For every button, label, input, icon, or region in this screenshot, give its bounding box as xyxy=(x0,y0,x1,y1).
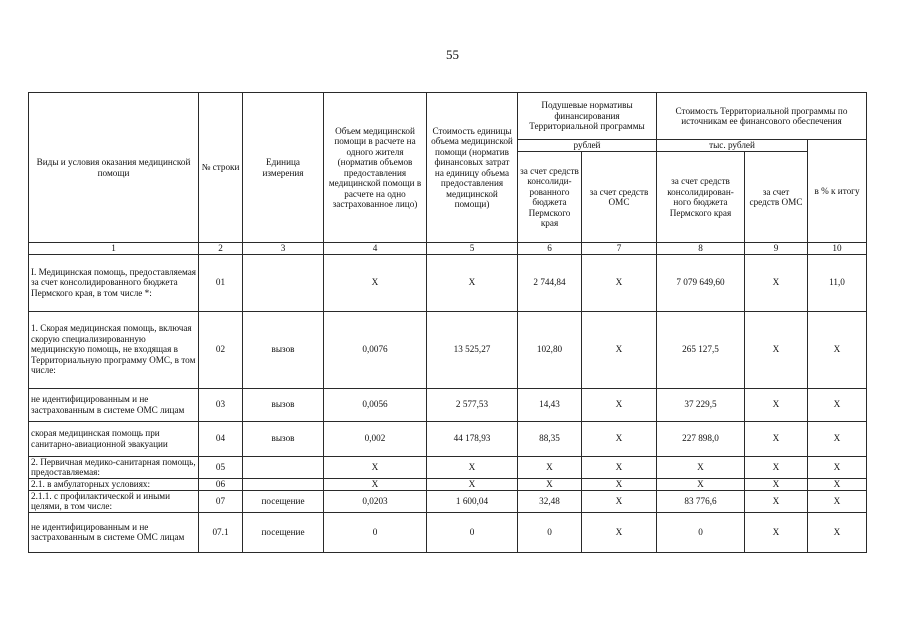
financing-table xyxy=(28,92,867,553)
row-per-capita-oms: X xyxy=(582,254,657,311)
header-program-cost-group: Стоимость Территориальной программы по источникам ее финансового обеспечения xyxy=(657,93,867,140)
row-unit xyxy=(243,456,324,478)
row-unit-cost: 1 600,04 xyxy=(427,490,518,512)
table-row xyxy=(29,456,867,478)
row-per-capita-budget: 2 744,84 xyxy=(518,254,582,311)
header-cost-oms: за счет средств ОМС xyxy=(745,152,808,243)
row-volume: X xyxy=(324,456,427,478)
row-line-number: 02 xyxy=(199,311,243,388)
row-name: I. Медицинская помощь, предоставляемая за счет консолидированного бюджета Пермского края, в том числе *: xyxy=(29,254,199,311)
header-per-capita-budget: за счет средств консолиди-рованного бюджета Пермского края xyxy=(518,152,582,243)
column-number: 3 xyxy=(243,243,324,255)
row-volume: 0 xyxy=(324,512,427,552)
page-number: 55 xyxy=(446,47,459,62)
row-line-number: 06 xyxy=(199,478,243,490)
table-row xyxy=(29,388,867,421)
row-name: не идентифицированным и не застрахованным в системе ОМС лицам xyxy=(29,512,199,552)
column-number: 1 xyxy=(29,243,199,255)
row-cost-oms: X xyxy=(745,456,808,478)
row-name: скорая медицинская помощь при санитарно-авиационной эвакуации xyxy=(29,421,199,456)
row-cost-oms: X xyxy=(745,421,808,456)
row-name: 2.1.1. с профилактической и иными целями, в том числе: xyxy=(29,490,199,512)
table-row xyxy=(29,311,867,388)
table-row xyxy=(29,478,867,490)
row-line-number: 04 xyxy=(199,421,243,456)
row-unit-cost: 13 525,27 xyxy=(427,311,518,388)
row-per-capita-budget: 14,43 xyxy=(518,388,582,421)
row-cost-budget: 227 898,0 xyxy=(657,421,745,456)
table-row xyxy=(29,512,867,552)
row-cost-budget: X xyxy=(657,478,745,490)
row-per-capita-oms: X xyxy=(582,456,657,478)
row-cost-budget: 265 127,5 xyxy=(657,311,745,388)
row-cost-oms: X xyxy=(745,490,808,512)
row-line-number: 07 xyxy=(199,490,243,512)
row-per-capita-oms: X xyxy=(582,512,657,552)
row-percent: X xyxy=(808,478,867,490)
row-unit: вызов xyxy=(243,311,324,388)
row-unit-cost: 2 577,53 xyxy=(427,388,518,421)
row-per-capita-oms: X xyxy=(582,478,657,490)
row-name: 1. Скорая медицинская помощь, включая скорую специализированную медицинскую помощь, не входящая в Территориальную программу ОМС, в том числе: xyxy=(29,311,199,388)
row-cost-oms: X xyxy=(745,478,808,490)
row-per-capita-oms: X xyxy=(582,311,657,388)
column-number: 9 xyxy=(745,243,808,255)
header-row xyxy=(29,93,867,140)
row-unit-cost: 44 178,93 xyxy=(427,421,518,456)
row-cost-budget: 0 xyxy=(657,512,745,552)
row-volume: 0,002 xyxy=(324,421,427,456)
header-line-number: № строки xyxy=(199,93,243,243)
row-unit-cost: 0 xyxy=(427,512,518,552)
row-cost-budget: X xyxy=(657,456,745,478)
table-row xyxy=(29,421,867,456)
header-kinds: Виды и условия оказания медицинской помощи xyxy=(29,93,199,243)
row-per-capita-oms: X xyxy=(582,490,657,512)
row-cost-oms: X xyxy=(745,311,808,388)
column-number: 7 xyxy=(582,243,657,255)
header-cost-budget: за счет средств консолидирован-ного бюджета Пермского края xyxy=(657,152,745,243)
row-percent: X xyxy=(808,490,867,512)
row-percent: X xyxy=(808,512,867,552)
row-unit-cost: X xyxy=(427,478,518,490)
table-row xyxy=(29,490,867,512)
column-number: 2 xyxy=(199,243,243,255)
header-percent: в % к итогу xyxy=(808,140,867,243)
row-unit: вызов xyxy=(243,421,324,456)
row-name: 2. Первичная медико-санитарная помощь, предоставляемая: xyxy=(29,456,199,478)
row-cost-oms: X xyxy=(745,512,808,552)
row-per-capita-budget: 102,80 xyxy=(518,311,582,388)
row-name: не идентифицированным и не застрахованным в системе ОМС лицам xyxy=(29,388,199,421)
row-name: 2.1. в амбулаторных условиях: xyxy=(29,478,199,490)
row-volume: X xyxy=(324,254,427,311)
header-volume: Объем медицинской помощи в расчете на одного жителя (норматив объемов предоставления медицинской помощи в расчете на одно застрахованное лицо) xyxy=(324,93,427,243)
row-volume: 0,0056 xyxy=(324,388,427,421)
column-number: 6 xyxy=(518,243,582,255)
header-unit-cost: Стоимость единицы объема медицинской помощи (норматив финансовых затрат на единицу объема предоставления медицинской помощи) xyxy=(427,93,518,243)
row-cost-budget: 37 229,5 xyxy=(657,388,745,421)
row-volume: 0,0203 xyxy=(324,490,427,512)
row-per-capita-budget: 88,35 xyxy=(518,421,582,456)
row-unit-cost: X xyxy=(427,456,518,478)
table-row xyxy=(29,254,867,311)
row-percent: X xyxy=(808,456,867,478)
column-numbers-row xyxy=(29,243,867,255)
row-line-number: 05 xyxy=(199,456,243,478)
row-per-capita-budget: X xyxy=(518,478,582,490)
row-per-capita-oms: X xyxy=(582,388,657,421)
row-percent: X xyxy=(808,388,867,421)
row-cost-oms: X xyxy=(745,388,808,421)
row-percent: X xyxy=(808,311,867,388)
row-unit: вызов xyxy=(243,388,324,421)
header-per-capita-group: Подушевые нормативы финансирования Территориальной программы xyxy=(518,93,657,140)
row-line-number: 07.1 xyxy=(199,512,243,552)
column-number: 8 xyxy=(657,243,745,255)
row-unit: посещение xyxy=(243,490,324,512)
row-volume: X xyxy=(324,478,427,490)
header-per-capita-oms: за счет средств ОМС xyxy=(582,152,657,243)
row-percent: 11,0 xyxy=(808,254,867,311)
row-line-number: 01 xyxy=(199,254,243,311)
header-unit: Единица измерения xyxy=(243,93,324,243)
column-number: 10 xyxy=(808,243,867,255)
row-cost-budget: 83 776,6 xyxy=(657,490,745,512)
row-per-capita-budget: 0 xyxy=(518,512,582,552)
row-volume: 0,0076 xyxy=(324,311,427,388)
row-unit xyxy=(243,478,324,490)
column-number: 5 xyxy=(427,243,518,255)
row-cost-budget: 7 079 649,60 xyxy=(657,254,745,311)
row-per-capita-oms: X xyxy=(582,421,657,456)
row-cost-oms: X xyxy=(745,254,808,311)
row-unit xyxy=(243,254,324,311)
row-line-number: 03 xyxy=(199,388,243,421)
row-percent: X xyxy=(808,421,867,456)
row-unit: посещение xyxy=(243,512,324,552)
column-number: 4 xyxy=(324,243,427,255)
header-unit-rubles: рублей xyxy=(518,140,657,152)
row-per-capita-budget: X xyxy=(518,456,582,478)
row-unit-cost: X xyxy=(427,254,518,311)
header-unit-thousand-rubles: тыс. рублей xyxy=(657,140,808,152)
row-per-capita-budget: 32,48 xyxy=(518,490,582,512)
